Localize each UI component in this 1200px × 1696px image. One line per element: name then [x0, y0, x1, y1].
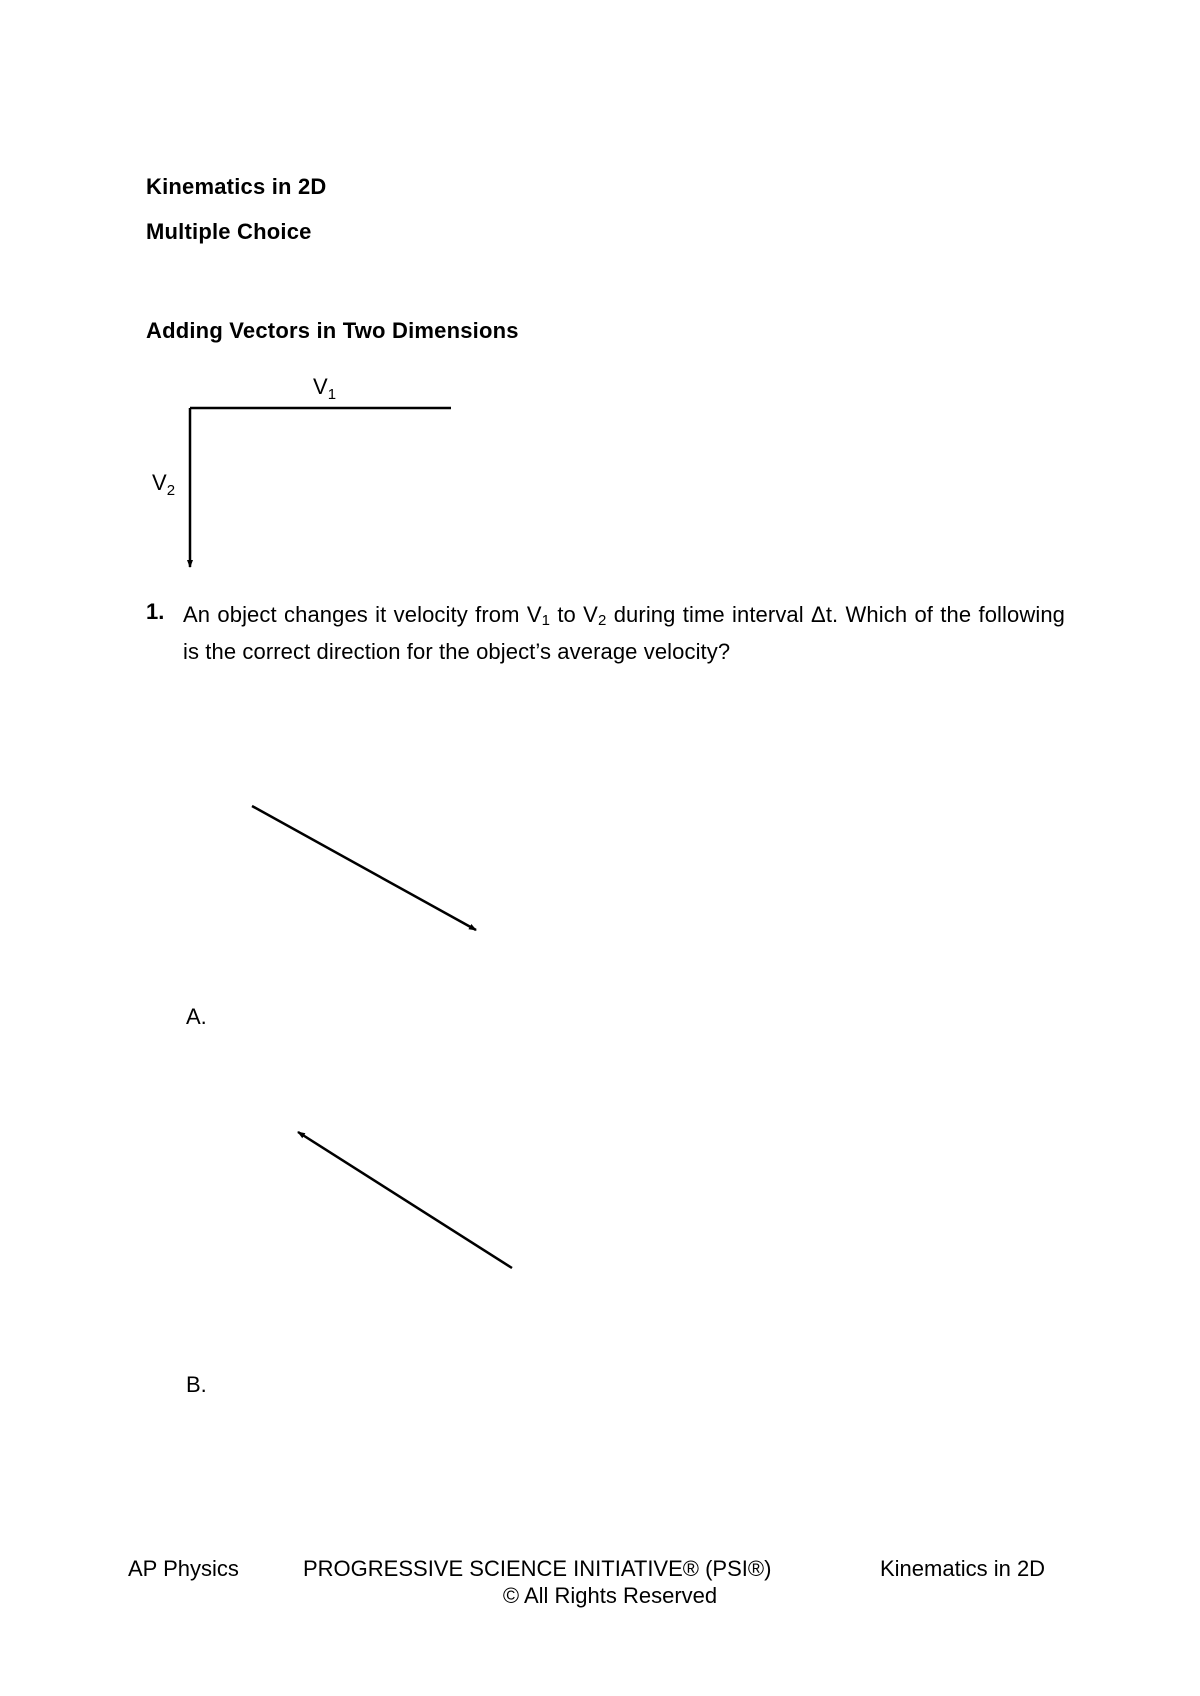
option-a-label[interactable]: A. — [186, 1004, 207, 1029]
question-number: 1. — [146, 599, 165, 624]
page-title: Kinematics in 2D — [146, 174, 327, 199]
footer-course: AP Physics — [128, 1556, 239, 1581]
v1-label: $V_1$ — [313, 374, 337, 403]
footer-unit: Kinematics in 2D — [880, 1556, 1046, 1581]
option-b-label[interactable]: B. — [186, 1372, 207, 1397]
footer-organization: PROGRESSIVE SCIENCE INITIATIVE® (PSI®) — [303, 1556, 772, 1581]
page-subtitle: Multiple Choice — [146, 219, 312, 244]
v2-label: $V_2$ — [152, 470, 176, 499]
option-a-arrow — [252, 806, 476, 930]
option-b-arrow — [298, 1132, 512, 1268]
footer-copyright: © All Rights Reserved — [502, 1583, 718, 1608]
section-heading: Adding Vectors in Two Dimensions — [146, 318, 519, 343]
question-text: An object changes it velocity from $V_1$ to $V_2$ during time interval Δt. Which of the following is the correct direction for the object’s average velocity? — [183, 602, 1065, 664]
